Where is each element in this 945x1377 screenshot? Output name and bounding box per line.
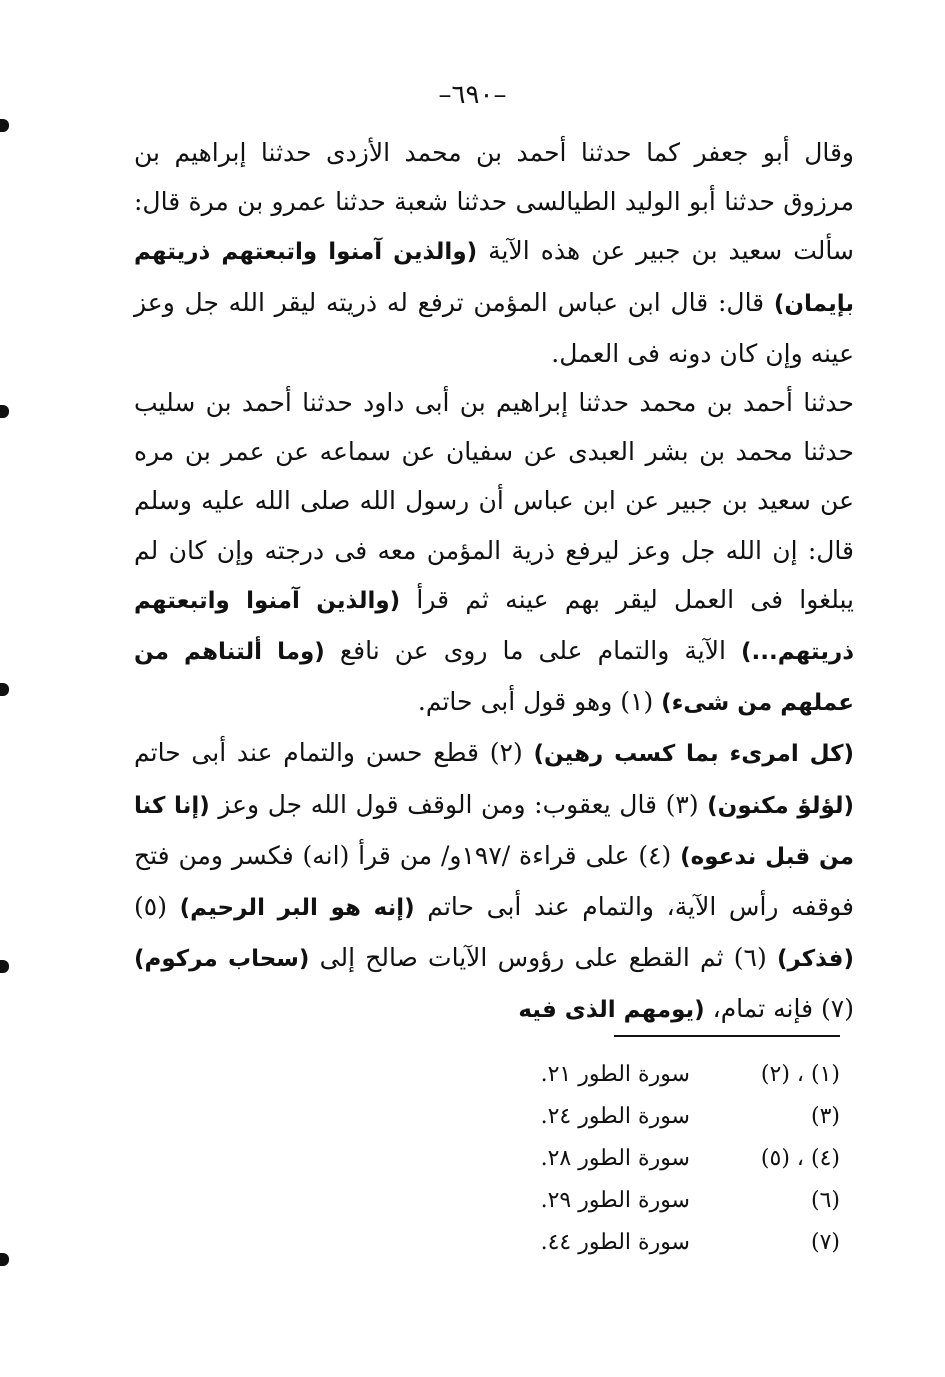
paragraph [134,378,854,728]
margin-mark [0,960,9,973]
text-segment: وقال أبو جعفر كما حدثنا أحمد بن محمد الأزدى حدثنا إبراهيم بن مرزوق حدثنا أبو الوليد الطيالسى حدثنا شعبة حدثنا عمرو بن مرة قال: سألت سعيد بن جبير عن هذه الآية [134,138,854,266]
text-segment: (٧) فإنه تمام، [704,994,854,1024]
text-segment: قال: قال ابن عباس المؤمن ترفع له ذريته ليقر الله جل وعز عينه وإن كان دونه فى العمل. [134,287,854,368]
text-segment: (١) وهو قول أبى حاتم. [417,687,662,717]
footnotes [480,1054,840,1264]
text-segment: (٢) قطع حسن والتمام عند أبى حاتم [134,738,534,768]
margin-mark [0,1253,9,1266]
text-segment: (٥) [134,892,180,922]
margin-mark [0,683,9,696]
text-segment: (٦) ثم القطع على رؤوس الآيات صالح إلى [309,943,777,973]
footnote-text: سورة الطور ٢٩. [540,1188,690,1213]
footnote-text: سورة الطور ٢٨. [540,1146,690,1171]
text-segment: الآية والتمام على ما روى عن نافع [324,636,741,666]
footnote-ref: (١) ، (٢) [760,1062,840,1087]
page-number: –٦٩٠– [438,80,507,110]
footnote-ref: (٦) [810,1188,840,1213]
footnote-divider [614,1035,840,1037]
footnote-text: سورة الطور ٢٤. [540,1104,690,1129]
quran-quote: (إنا كنا من قبل ندعوه) [134,792,854,870]
body-text [134,128,854,1036]
paragraph [134,128,854,378]
quran-quote: (سحاب مركوم) [134,946,310,973]
quran-quote: (إنه هو البر الرحيم) [179,895,415,922]
margin-mark [0,405,9,418]
quran-quote: (كل امرىء بما كسب رهين) [533,741,854,768]
paragraph [134,728,854,1035]
margin-mark [0,119,9,132]
footnote-ref: (٤) ، (٥) [760,1146,840,1171]
quran-quote: (والذين آمنوا واتبعتهم ذريتهم بإيمان) [134,239,854,317]
quran-quote: (والذين آمنوا واتبعتهم ذريتهم...) [134,587,854,666]
text-segment: حدثنا أحمد بن محمد حدثنا إبراهيم بن أبى داود حدثنا أحمد بن سليب حدثنا محمد بن بشر العبدى عن سفيان عن سماعه عن عمر بن مره عن سعيد بن جبير عن ابن عباس أن رسول الله صلى الله عليه وسلم قال: إن الله جل وعز ليرفع ذرية المؤمن معه فى درجته وإن كان لم يبلغوا فى العمل ليقر بهم عينه ثم قرأ [134,388,854,614]
footnote [480,1138,840,1180]
footnote-ref: (٣) [810,1104,840,1129]
footnote-text: سورة الطور ٢١. [540,1062,690,1087]
text-segment: (٤) على قراءة /١٩٧و/ من قرأ (انه) فكسر ومن فتح فوقفه رأس الآية، والتمام عند أبى حاتم [134,840,854,922]
footnote [480,1222,840,1264]
text-segment: (٣) قال يعقوب: ومن الوقف قول الله جل وعز [209,789,708,819]
footnote-ref: (٧) [810,1230,840,1255]
footnote [480,1096,840,1138]
footnote-text: سورة الطور ٤٤. [540,1230,690,1255]
quran-quote: (وما ألتناهم من عملهم من شىء) [134,639,854,717]
footnote [480,1054,840,1096]
quran-quote: (يومهم الذى فيه [518,997,705,1024]
quran-quote: (لؤلؤ مكنون) [707,792,855,819]
footnote [480,1180,840,1222]
quran-quote: (فذكر) [776,946,854,973]
